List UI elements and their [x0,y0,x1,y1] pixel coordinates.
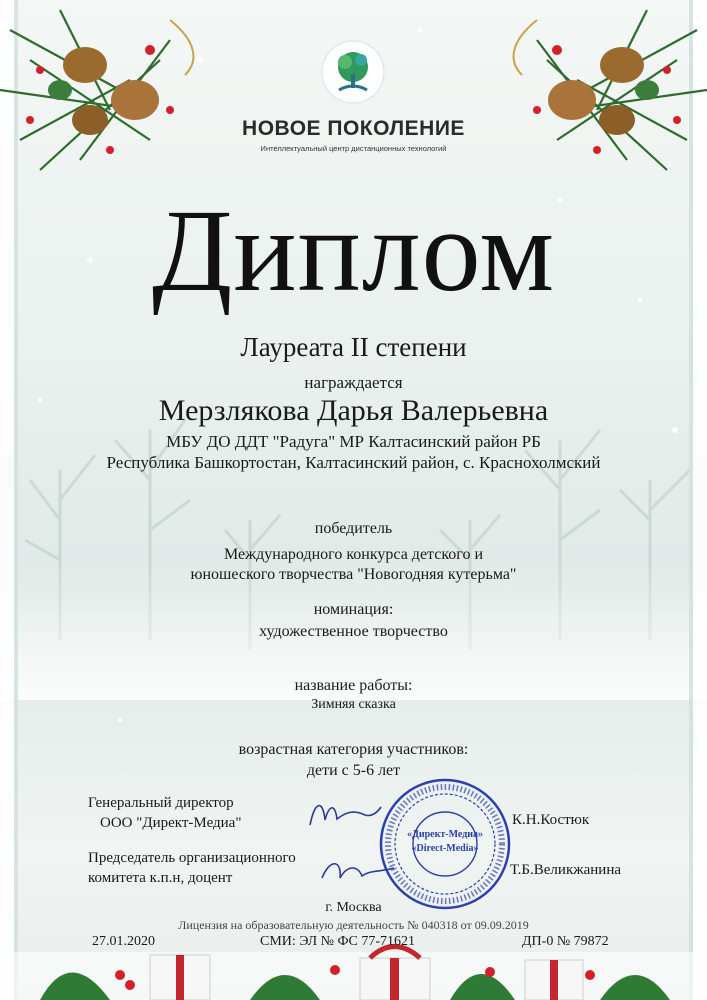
footer-doc-number: ДП-0 № 79872 [522,934,609,949]
footer-license: Лицензия на образовательную деятельность № 040318 от 09.09.2019 [178,918,529,932]
recipient-organization: МБУ ДО ДДТ "Радуга" МР Калтасинский район РБ [166,432,541,451]
footer-date: 27.01.2020 [92,934,155,949]
director-title-line1: Генеральный директор [88,795,234,811]
recipient-region: Республика Башкортостан, Калтасинский район, с. Краснохолмский [106,453,601,472]
contest-name-line2: юношеского творчества "Новогодняя кутерьма" [190,566,517,583]
awarded-label: награждается [304,373,403,392]
chair-title-line2: комитета к.п.н, доцент [88,870,233,886]
work-title-label: название работы: [294,677,413,694]
footer-smi: СМИ: ЭЛ № ФС 77-71621 [260,934,416,949]
director-name: К.Н.Костюк [512,812,590,828]
stamp-text-ru: «Директ-Медиа» [406,829,484,840]
diploma-title: Диплом [151,185,556,316]
brand-subtitle: Интеллектуальный центр дистанционных технологий [260,144,447,153]
footer-city: г. Москва [325,900,382,915]
stamp-text-en: «Direct-Media» [411,843,479,854]
nomination-value: художественное творчество [259,623,448,640]
work-title-value: Зимняя сказка [311,697,396,712]
nomination-label: номинация: [313,601,394,618]
age-category-label: возрастная категория участников: [238,741,469,758]
official-stamp [378,777,512,911]
diploma-degree: Лауреата II степени [240,332,467,362]
chair-name: Т.Б.Великжанина [510,862,621,878]
age-category-value: дети с 5-6 лет [306,762,401,779]
recipient-name: Мерзлякова Дарья Валерьевна [158,394,549,427]
director-title-line2: ООО "Директ-Медиа" [100,815,242,831]
brand-logo [321,40,385,104]
director-signature [305,795,385,835]
tree-logo-icon [321,40,385,104]
holly-gifts-decoration [0,947,707,1000]
contest-name-line1: Международного конкурса детского и [223,546,484,563]
status-label: победитель [314,520,393,537]
chair-title-line1: Председатель организационного [88,850,296,866]
brand-name: НОВОЕ ПОКОЛЕНИЕ [242,117,465,140]
